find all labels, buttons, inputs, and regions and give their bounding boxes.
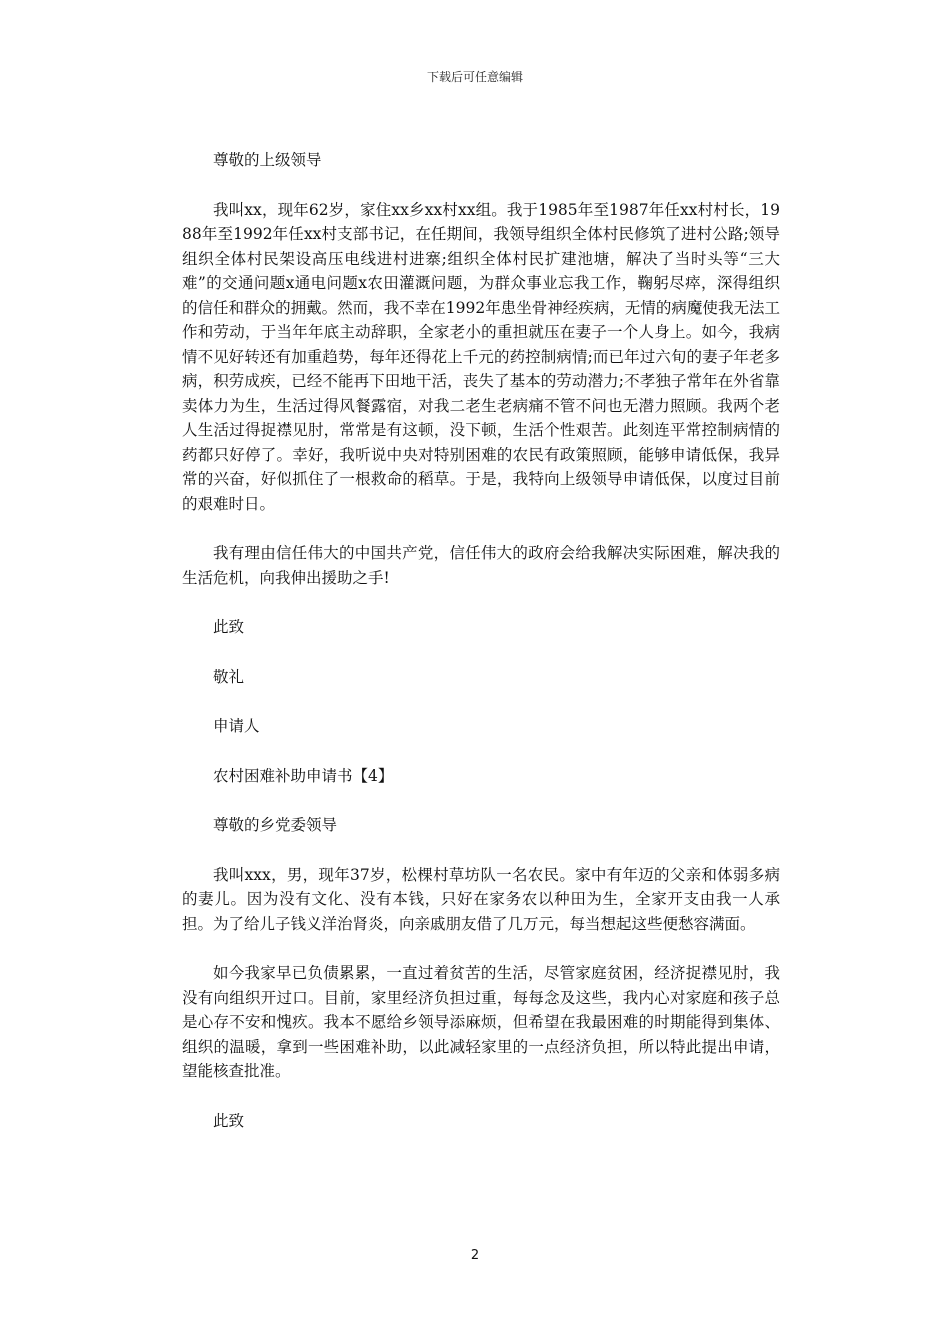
section-title: 农村困难补助申请书【4】: [213, 766, 394, 785]
body-paragraph-3: 我叫xxx，男，现年37岁，松棵村草坊队一名农民。家中有年迈的父亲和体弱多病的妻儿。因为没有文化、没有本钱，只好在家务农以种田为生，全家开支由我一人承担。为了给儿子钱义洋治肾炎，向亲戚朋友借了几万元，每当想起这些便愁容满面。: [182, 865, 780, 933]
applicant-label: 申请人: [213, 717, 260, 735]
salutation-1: 尊敬的上级领导: [213, 151, 322, 169]
closing-jingli: 敬礼: [213, 667, 245, 686]
body-paragraph-2: 我有理由信任伟大的中国共产党，信任伟大的政府会给我解决实际困难，解决我的生活危机，向我伸出援助之手!: [182, 544, 780, 587]
body-paragraph-1: 我叫xx，现年62岁，家住xx乡xx村xx组。我于1985年至1987年任xx村村长，1988年至1992年任xx村支部书记，在任期间，我领导组织全体村民修筑了进村公路;领导组织全体村民架设高压电线进村进寨;组织全体村民扩建池塘，解决了当时头等“三大难”的交通问题x通电问题x农田灌溉问题，为群众事业忘我工作，鞠躬尽瘁，深得组织的信任和群众的拥戴。然而，我不幸在1992年患坐骨神经疾病，无情的病魔使我无法工作和劳动，于当年年底主动辞职，全家老小的重担就压在妻子一个人身上。如今，我病情不见好转还有加重趋势，每年还得花上千元的药控制病情;而已年过六旬的妻子年老多病，积劳成疾，已经不能再下田地干活，丧失了基本的劳动潜力;不孝独子常年在外省靠卖体力为生，生活过得风餐露宿，对我二老生老病痛不管不问也无潜力照顾。我两个老人生活过得捉襟见肘，常常是有这顿，没下顿，生活个性艰苦。此刻连平常控制病情的药都只好停了。幸好，我听说中央对特别困难的农民有政策照顾，能够申请低保，我异常的兴奋，好似抓住了一根救命的稻草。于是，我特向上级领导申请低保，以度过目前的艰难时日。: [182, 200, 780, 513]
salutation-2: 尊敬的乡党委领导: [213, 816, 338, 834]
body-paragraph-4: 如今我家早已负债累累，一直过着贫苦的生活，尽管家庭贫困，经济捉襟见肘，我没有向组织开过口。目前，家里经济负担过重，每每念及这些，我内心对家庭和孩子总是心存不安和愧疚。我本不愿给乡领导添麻烦，但希望在我最困难的时期能得到集体、组织的温暖，拿到一些困难补助，以此减轻家里的一点经济负担，所以特此提出申请，望能核查批准。: [182, 964, 780, 1080]
closing-cizhi-2: 此致: [213, 1111, 245, 1130]
closing-cizhi-1: 此致: [213, 618, 245, 636]
page-header: 下载后可任意编辑: [426, 70, 523, 84]
document-body: [182, 148, 780, 1158]
page-number: 2: [470, 1248, 480, 1263]
